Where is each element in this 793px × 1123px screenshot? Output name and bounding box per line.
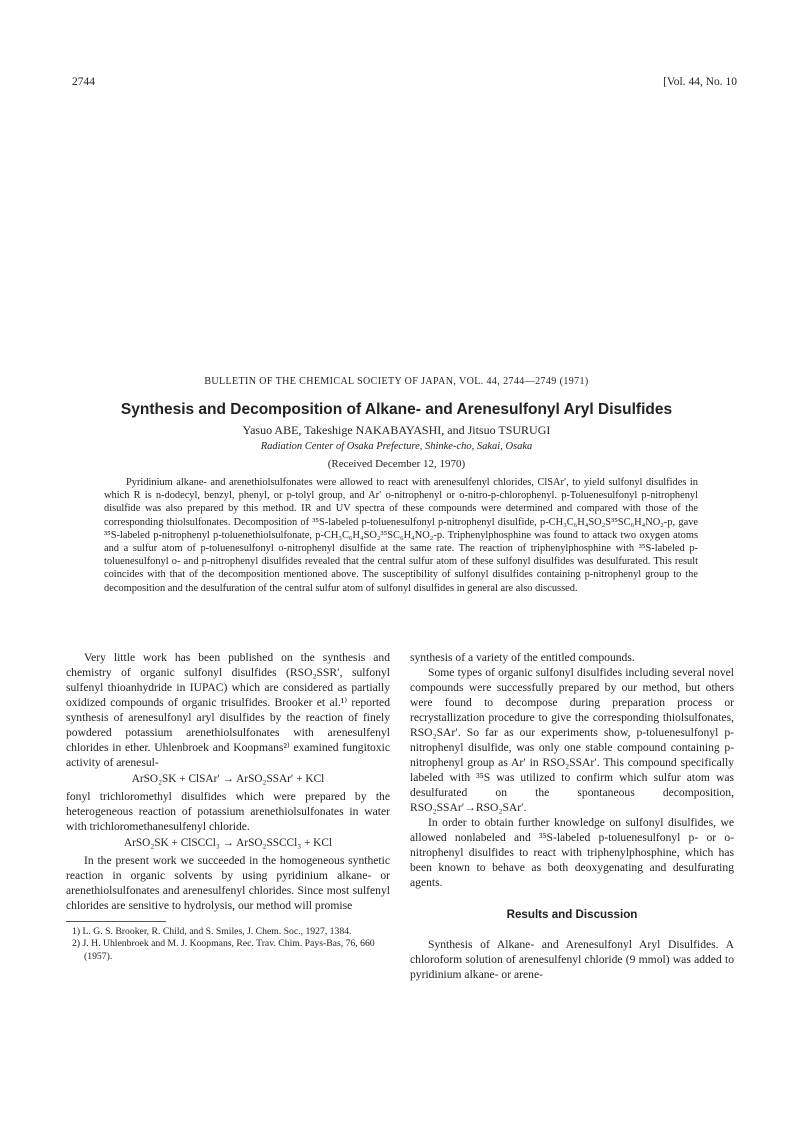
footnote-1: 1) L. G. S. Brooker, R. Child, and S. Smiles, J. Chem. Soc., 1927, 1384.	[72, 926, 352, 937]
right-column	[410, 650, 734, 982]
intro-paragraph-1: Very little work has been published on the synthesis and chemistry of organic sulfonyl disulfides (RSO₂SSR′, sulfonyl sulfenyl thioanhydride in IUPAC) which are considered as partially oxidized compounds of organic trisulfides. Brooker et al.¹⁾ reported synthesis of arenesulfonyl aryl disulfides by the reaction of finely powdered potassium arenethiolsulfonates with arenesulfenyl chlorides in ether. Uhlenbroek and Koopmans²⁾ examined fungitoxic activity of arenesul-	[66, 651, 390, 769]
intro-paragraph-2: fonyl trichloromethyl disulfides which were prepared by the heterogeneous reaction of potassium arenethiolsulfonates in water with trichloromethanesulfenyl chloride.	[66, 790, 390, 833]
paper-title: Synthesis and Decomposition of Alkane- and Arenesulfonyl Aryl Disulfides	[120, 401, 673, 418]
abstract	[104, 476, 698, 595]
footnote-2: 2) J. H. Uhlenbroek and M. J. Koopmans, Rec. Trav. Chim. Pays-Bas, 76, 660 (1957).	[72, 938, 375, 962]
left-column	[66, 650, 390, 963]
right-paragraph-4: Synthesis of Alkane- and Arenesulfonyl Aryl Disulfides. A chloroform solution of arenesulfenyl chloride (9 mmol) was added to pyridinium alkane- or arene-	[410, 938, 734, 981]
affiliation: Radiation Center of Osaka Prefecture, Shinke-cho, Sakai, Osaka	[260, 441, 533, 452]
received-date: (Received December 12, 1970)	[327, 458, 466, 470]
right-paragraph-1: synthesis of a variety of the entitled compounds.	[410, 651, 635, 664]
footnote-rule	[66, 921, 166, 922]
right-paragraph-2: Some types of organic sulfonyl disulfides including several novel compounds were successfully prepared by our method, but others were found to decompose during preparation process or recrystallization procedure to give the corresponding thiolsulfonates, RSO₂SAr′. So far as our experiments show, p-toluenesulfonyl p-nitrophenyl disulfide, was only one stable compound containing p-nitrophenyl group as Ar′ in RSO₂SSAr′. This compound specifically labeled with ³⁵S was utilized to confirm which sulfur atom was desulfurated on the spontaneous decomposition, RSO₂SSAr′→RSO₂SAr′.	[410, 666, 734, 814]
journal-line: BULLETIN OF THE CHEMICAL SOCIETY OF JAPAN, VOL. 44, 2744—2749 (1971)	[204, 376, 589, 387]
intro-paragraph-3: In the present work we succeeded in the homogeneous synthetic reaction in organic solvents by using pyridinium alkane- or arenethiolsulfonates and arenesulfenyl chlorides. Since most sulfenyl chlorides are sensitive to hydrolysis, our method will promise	[66, 854, 390, 912]
equation-2: ArSO₂SK + ClSCCl₃ → ArSO₂SSCCl₃ + KCl	[123, 837, 333, 849]
abstract-text: Pyridinium alkane- and arenethiolsulfonates were allowed to react with arenesulfenyl chlorides, ClSAr′, to yield sulfonyl disulfides in which R is n-dodecyl, benzyl, phenyl, or p-tolyl group, and Ar′ o-nitrophenyl or o-nitro-p-chlorophenyl. p-Toluenesulfonyl p-nitrophenyl disulfide was also prepared by this method. IR and UV spectra of these compounds were determined and compared with those of the corresponding thiolsulfonates. Decomposition of ³⁵S-labeled p-toluenesulfonyl p-nitrophenyl disulfide, p-CH₃C₆H₄SO₂S³⁵SC₆H₄NO₂-p, gave ³⁵S-labeled p-nitrophenyl p-toluenethiolsulfonate, p-CH₃C₆H₄SO₂³⁵SC₆H₄NO₂-p. Triphenylphosphine was found to attack two oxygen atoms and a sulfur atom of p-toluenesulfonyl o-nitrophenyl disulfide at the same rate. The reaction of triphenylphosphine with ³⁵S-labeled p-toluenesulfonyl o- and p-nitrophenyl disulfides revealed that the central sulfur atom of these sulfonyl disulfides was desulfurated. This result coincides with that of the decomposition mentioned above. The susceptibility of sulfonyl disulfides containing p-nitrophenyl group to the decomposition and the desulfuration of the central sulfur atom of sulfonyl disulfides in general are also discussed.	[104, 477, 698, 594]
authors: Yasuo ABE, Takeshige NAKABAYASHI, and Jitsuo TSURUGI	[242, 423, 551, 437]
volume-info: [Vol. 44, No. 10	[663, 76, 737, 88]
section-heading: Results and Discussion	[506, 908, 638, 921]
equation-1: ArSO₂SK + ClSAr′ → ArSO₂SSAr′ + KCl	[131, 773, 325, 785]
page-number: 2744	[72, 76, 95, 88]
right-paragraph-3: In order to obtain further knowledge on sulfonyl disulfides, we allowed nonlabeled and ³⁵S-labeled p-toluenesulfonyl p- or o-nitrophenyl disulfides to react with triphenylphosphine, which has been known to behave as both deoxygenating and desulfurating agents.	[410, 816, 734, 889]
